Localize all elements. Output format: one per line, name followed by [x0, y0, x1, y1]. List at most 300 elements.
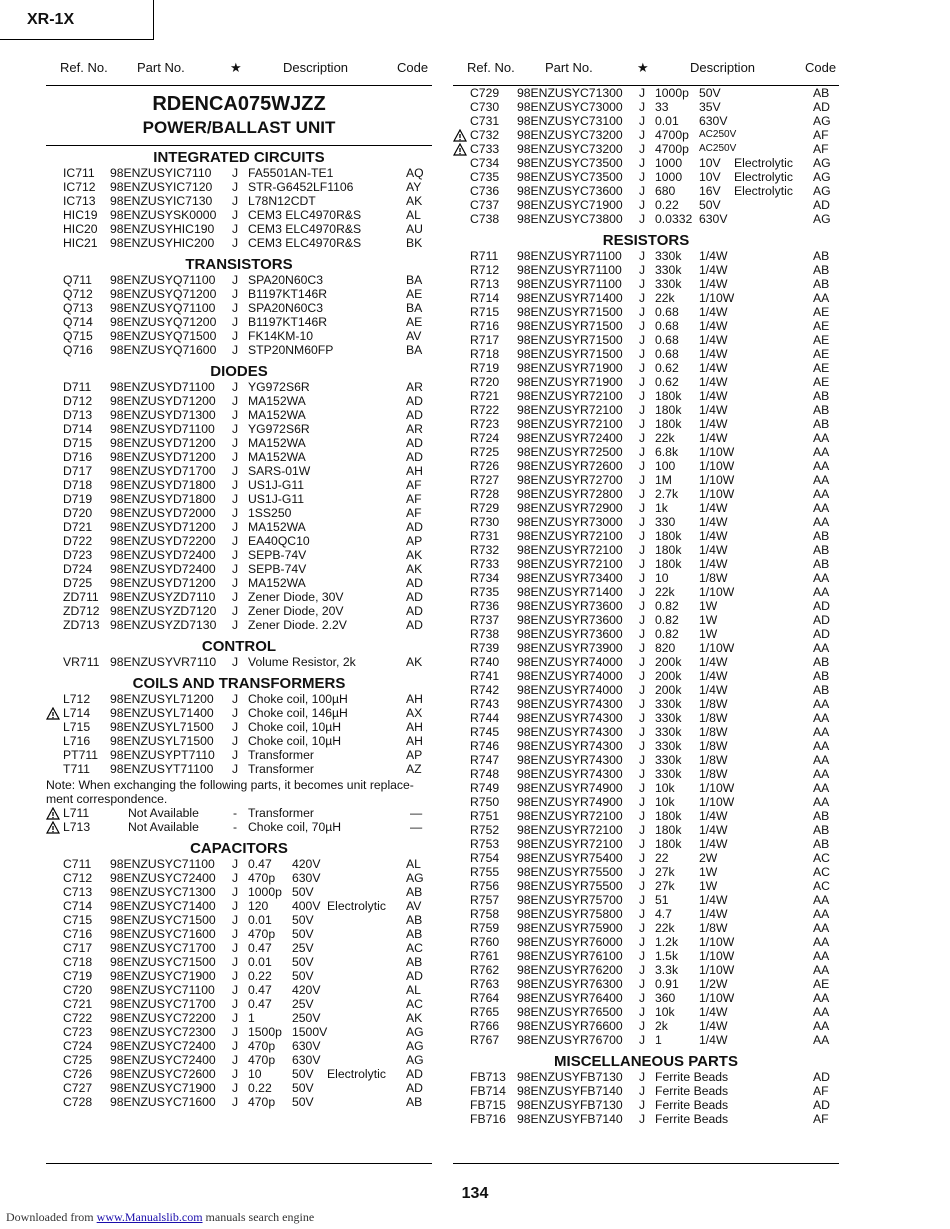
- price-code: BK: [406, 236, 423, 250]
- description: 0.82: [655, 599, 679, 613]
- part-no: 98ENZUSYC72400: [110, 871, 216, 885]
- part-row: [46, 618, 432, 632]
- rank-mark: J: [639, 1019, 646, 1033]
- description: 4700p: [655, 128, 689, 142]
- price-code: AA: [813, 767, 830, 781]
- part-row: [46, 576, 432, 590]
- ref-no: C720: [63, 983, 93, 997]
- ref-no: IC713: [63, 194, 96, 208]
- rank-mark: J: [232, 955, 239, 969]
- ref-no: R767: [470, 1033, 500, 1047]
- part-no: 98ENZUSYR74300: [517, 767, 623, 781]
- ref-no: R721: [470, 389, 500, 403]
- ref-no: R723: [470, 417, 500, 431]
- part-no: 98ENZUSYR72600: [517, 459, 623, 473]
- part-no: 98ENZUSYT71100: [110, 762, 214, 776]
- rank-mark: J: [639, 305, 646, 319]
- description-type: Electrolytic: [734, 184, 793, 198]
- price-code: AL: [406, 208, 421, 222]
- ref-no: R765: [470, 1005, 500, 1019]
- rank-mark: J: [639, 879, 646, 893]
- description: 1500p: [248, 1025, 282, 1039]
- part-no: 98ENZUSYD71300: [110, 408, 216, 422]
- part-no: 98ENZUSYVR7110: [110, 655, 217, 669]
- rank-mark: J: [232, 1095, 239, 1109]
- rank-mark: J: [232, 492, 239, 506]
- part-row: [46, 820, 432, 834]
- part-no: 98ENZUSYC73200: [517, 128, 623, 142]
- part-row: [453, 170, 839, 184]
- ref-no: R746: [470, 739, 500, 753]
- rank-mark: J: [639, 417, 646, 431]
- rank-mark: J: [232, 576, 239, 590]
- rank-mark: J: [232, 983, 239, 997]
- ref-no: R759: [470, 921, 500, 935]
- price-code: AD: [813, 1098, 830, 1112]
- rank-mark: J: [639, 697, 646, 711]
- description-rating: 1/4W: [699, 809, 728, 823]
- part-row: [453, 361, 839, 375]
- description: 0.47: [248, 983, 272, 997]
- part-no: 98ENZUSYR71500: [517, 305, 623, 319]
- part-row: [453, 291, 839, 305]
- part-row: [46, 236, 432, 250]
- price-code: AG: [406, 1053, 424, 1067]
- price-code: AD: [406, 394, 423, 408]
- rank-mark: J: [639, 753, 646, 767]
- ref-no: D717: [63, 464, 93, 478]
- rank-mark: J: [232, 720, 239, 734]
- description-type: Electrolytic: [327, 899, 386, 913]
- part-row: [453, 198, 839, 212]
- part-no: Not Available: [128, 806, 199, 820]
- part-no: 98ENZUSYC72400: [110, 1053, 216, 1067]
- rank-mark: J: [639, 347, 646, 361]
- rank-mark: J: [639, 977, 646, 991]
- part-row: [46, 422, 432, 436]
- description-rating: 1/4W: [699, 515, 728, 529]
- ref-no: R749: [470, 781, 500, 795]
- price-code: AC: [813, 851, 830, 865]
- price-code: AB: [813, 557, 830, 571]
- part-no: 98ENZUSYC73000: [517, 100, 623, 114]
- price-code: AF: [813, 128, 829, 142]
- part-row: [46, 1053, 432, 1067]
- price-code: AR: [406, 380, 423, 394]
- price-code: AD: [406, 1081, 423, 1095]
- description-rating: 1/8W: [699, 725, 728, 739]
- ref-no: C724: [63, 1039, 93, 1053]
- part-row: [453, 1005, 839, 1019]
- ref-no: R737: [470, 613, 500, 627]
- description: Zener Diode, 30V: [248, 590, 344, 604]
- description: 27k: [655, 879, 675, 893]
- part-no: 98ENZUSYC73100: [517, 114, 623, 128]
- part-no: 98ENZUSYIC7120: [110, 180, 213, 194]
- ref-no: D712: [63, 394, 93, 408]
- description-rating: 1/4W: [699, 501, 728, 515]
- price-code: AE: [406, 287, 423, 301]
- rank-mark: J: [639, 319, 646, 333]
- part-no: 98ENZUSYFB7130: [517, 1070, 623, 1084]
- ref-no: R739: [470, 641, 500, 655]
- description: 680: [655, 184, 676, 198]
- part-no: 98ENZUSYZD7120: [110, 604, 217, 618]
- part-no: 98ENZUSYC73800: [517, 212, 623, 226]
- description-rating: 1/4W: [699, 263, 728, 277]
- part-row: [453, 347, 839, 361]
- part-row: [453, 529, 839, 543]
- description: 0.68: [655, 347, 679, 361]
- part-row: [46, 329, 432, 343]
- price-code: AV: [406, 899, 422, 913]
- left-column: [46, 60, 432, 1109]
- rank-mark: J: [639, 375, 646, 389]
- part-no: 98ENZUSYC73500: [517, 170, 623, 184]
- price-code: AD: [813, 100, 830, 114]
- rank-mark: J: [232, 450, 239, 464]
- description-rating: 630V: [699, 114, 728, 128]
- rank-mark: J: [639, 501, 646, 515]
- part-row: [453, 487, 839, 501]
- description: 470p: [248, 1039, 276, 1053]
- part-no: 98ENZUSYHIC190: [110, 222, 215, 236]
- description: Choke coil, 10µH: [248, 734, 342, 748]
- description: 470p: [248, 1053, 276, 1067]
- part-no: 98ENZUSYR74300: [517, 711, 623, 725]
- rank-mark: J: [232, 380, 239, 394]
- section-title: CAPACITORS: [190, 840, 288, 857]
- part-row: [46, 871, 432, 885]
- part-no: 98ENZUSYR74300: [517, 697, 623, 711]
- ref-no: L711: [63, 806, 90, 820]
- description-rating: 630V: [292, 871, 321, 885]
- description: 330k: [655, 277, 682, 291]
- description: CEM3 ELC4970R&S: [248, 222, 362, 236]
- part-no: 98ENZUSYR73400: [517, 571, 623, 585]
- description: US1J-G11: [248, 478, 304, 492]
- right-parts-list: [453, 86, 839, 1126]
- description-rating: 1/10W: [699, 781, 735, 795]
- price-code: AQ: [406, 166, 424, 180]
- description: 0.62: [655, 361, 679, 375]
- header-star: ★: [637, 60, 649, 75]
- part-no: 98ENZUSYD71700: [110, 464, 216, 478]
- section-title: DIODES: [210, 363, 268, 380]
- part-no: 98ENZUSYR72100: [517, 417, 623, 431]
- description-rating: 1W: [699, 865, 718, 879]
- ref-no: R734: [470, 571, 500, 585]
- description: 0.0332: [655, 212, 693, 226]
- ref-no: R763: [470, 977, 500, 991]
- rank-mark: J: [232, 315, 239, 329]
- description: 200k: [655, 655, 682, 669]
- ref-no: C715: [63, 913, 93, 927]
- part-row: [453, 501, 839, 515]
- price-code: AG: [406, 1039, 424, 1053]
- rank-mark: J: [232, 478, 239, 492]
- rank-mark: J: [639, 739, 646, 753]
- rank-mark: J: [639, 403, 646, 417]
- replacement-note: Note: When exchanging the following parts, it becomes unit replace- ment correspondence.: [46, 778, 414, 806]
- description: 0.47: [248, 941, 272, 955]
- ref-no: R712: [470, 263, 500, 277]
- part-row: [453, 1112, 839, 1126]
- ref-no: D725: [63, 576, 93, 590]
- part-row: [46, 562, 432, 576]
- part-no: 98ENZUSYL71500: [110, 720, 214, 734]
- part-row: [46, 273, 432, 287]
- model-label: XR-1X: [27, 11, 75, 28]
- ref-no: HIC19: [63, 208, 98, 222]
- description: 330: [655, 515, 676, 529]
- part-no: 98ENZUSYC71700: [110, 941, 216, 955]
- description-rating: 1/4W: [699, 333, 728, 347]
- rank-mark: J: [639, 613, 646, 627]
- part-no: 98ENZUSYR75900: [517, 921, 623, 935]
- description-rating: 1/4W: [699, 1005, 728, 1019]
- description: 0.62: [655, 375, 679, 389]
- rank-mark: J: [639, 823, 646, 837]
- price-code: AF: [406, 492, 422, 506]
- part-row: [46, 166, 432, 180]
- description: Ferrite Beads: [655, 1098, 729, 1112]
- price-code: AC: [406, 997, 423, 1011]
- part-row: [453, 114, 839, 128]
- description: 0.01: [248, 955, 272, 969]
- price-code: —: [410, 820, 423, 834]
- price-code: AH: [406, 720, 423, 734]
- price-code: BA: [406, 343, 423, 357]
- ref-no: T711: [63, 762, 90, 776]
- rank-mark: J: [639, 1033, 646, 1047]
- price-code: AA: [813, 487, 830, 501]
- description: EA40QC10: [248, 534, 310, 548]
- rank-mark: J: [639, 86, 646, 100]
- part-no: 98ENZUSYR74900: [517, 795, 623, 809]
- ref-no: R740: [470, 655, 500, 669]
- description: STP20NM60FP: [248, 343, 334, 357]
- part-row: [453, 725, 839, 739]
- part-row: [46, 478, 432, 492]
- ref-no: ZD711: [63, 590, 99, 604]
- description: 1000: [655, 170, 683, 184]
- column-header-row: [453, 60, 839, 80]
- description: 0.68: [655, 319, 679, 333]
- rank-mark: J: [639, 921, 646, 935]
- rank-mark: J: [232, 941, 239, 955]
- rank-mark: J: [232, 748, 239, 762]
- rank-mark: J: [232, 927, 239, 941]
- part-row: [46, 692, 432, 706]
- price-code: AD: [406, 604, 423, 618]
- part-no: 98ENZUSYC73500: [517, 156, 623, 170]
- part-row: [453, 753, 839, 767]
- ref-no: Q715: [63, 329, 93, 343]
- ref-no: R741: [470, 669, 500, 683]
- part-row: [453, 837, 839, 851]
- part-no: 98ENZUSYD72400: [110, 562, 216, 576]
- part-no: 98ENZUSYR73600: [517, 613, 623, 627]
- price-code: AB: [406, 955, 423, 969]
- part-row: [46, 492, 432, 506]
- price-code: AF: [813, 1112, 829, 1126]
- part-no: 98ENZUSYR76100: [517, 949, 623, 963]
- section-title: INTEGRATED CIRCUITS: [153, 149, 325, 166]
- part-row: [453, 263, 839, 277]
- rank-mark: J: [232, 208, 239, 222]
- rank-mark: J: [639, 529, 646, 543]
- part-no: 98ENZUSYR76400: [517, 991, 623, 1005]
- description: 0.68: [655, 305, 679, 319]
- price-code: AG: [813, 170, 831, 184]
- description-rating: 1/8W: [699, 697, 728, 711]
- price-code: AR: [406, 422, 423, 436]
- part-no: 98ENZUSYC71100: [110, 983, 215, 997]
- ref-no: Q713: [63, 301, 93, 315]
- part-row: [453, 1084, 839, 1098]
- part-no: 98ENZUSYC71100: [110, 857, 215, 871]
- description: CEM3 ELC4970R&S: [248, 208, 362, 222]
- ref-no: R717: [470, 333, 500, 347]
- price-code: AV: [406, 329, 422, 343]
- description-rating: 1W: [699, 599, 718, 613]
- description: MA152WA: [248, 520, 306, 534]
- price-code: AG: [406, 871, 424, 885]
- part-no: 98ENZUSYZD7130: [110, 618, 217, 632]
- rank-mark: J: [232, 969, 239, 983]
- part-no: 98ENZUSYR71500: [517, 333, 623, 347]
- description: 1000p: [655, 86, 689, 100]
- part-no: 98ENZUSYC71700: [110, 997, 216, 1011]
- part-row: [46, 899, 432, 913]
- ref-no: R715: [470, 305, 500, 319]
- right-column: [453, 60, 839, 1126]
- part-no: 98ENZUSYC71300: [517, 86, 623, 100]
- description: Ferrite Beads: [655, 1070, 729, 1084]
- rank-mark: J: [232, 408, 239, 422]
- part-row: [46, 464, 432, 478]
- price-code: AD: [813, 198, 830, 212]
- footer-prefix: Downloaded from: [6, 1210, 97, 1224]
- ref-no: R724: [470, 431, 500, 445]
- price-code: AE: [813, 977, 830, 991]
- price-code: AZ: [406, 762, 422, 776]
- description-rating: 25V: [292, 941, 314, 955]
- part-row: [46, 604, 432, 618]
- description: Ferrite Beads: [655, 1112, 729, 1126]
- rank-mark: J: [232, 604, 239, 618]
- section-title: COILS AND TRANSFORMERS: [132, 675, 346, 692]
- price-code: AA: [813, 711, 830, 725]
- rank-mark: J: [639, 487, 646, 501]
- description: 0.22: [655, 198, 679, 212]
- price-code: AA: [813, 641, 830, 655]
- part-no: 98ENZUSYC71600: [110, 1095, 216, 1109]
- part-row: [453, 977, 839, 991]
- safety-warning-icon: [46, 821, 60, 836]
- ref-no: IC712: [63, 180, 96, 194]
- rank-mark: J: [232, 394, 239, 408]
- description-rating: 1/8W: [699, 767, 728, 781]
- part-no: 98ENZUSYR75400: [517, 851, 623, 865]
- part-no: 98ENZUSYR74300: [517, 753, 623, 767]
- description-rating: 1/8W: [699, 739, 728, 753]
- part-row: [453, 1098, 839, 1112]
- part-no: 98ENZUSYSK0000: [110, 208, 217, 222]
- rank-mark: J: [639, 655, 646, 669]
- ref-no: R720: [470, 375, 500, 389]
- ref-no: R745: [470, 725, 500, 739]
- ref-no: L712: [63, 692, 91, 706]
- part-row: [46, 983, 432, 997]
- rank-mark: J: [232, 692, 239, 706]
- manualslib-link[interactable]: www.Manualslib.com: [96, 1210, 203, 1224]
- price-code: AB: [813, 823, 830, 837]
- ref-no: ZD712: [63, 604, 100, 618]
- price-code: AA: [813, 725, 830, 739]
- description: 1.2k: [655, 935, 679, 949]
- ref-no: R753: [470, 837, 500, 851]
- part-row: [46, 506, 432, 520]
- rank-mark: J: [639, 1098, 646, 1112]
- description-rating: 1/10W: [699, 585, 735, 599]
- description: 27k: [655, 865, 675, 879]
- description-rating: 1/4W: [699, 1033, 728, 1047]
- ref-no: FB714: [470, 1084, 506, 1098]
- right-bottom-rule: [453, 1163, 839, 1164]
- part-no: 98ENZUSYR75500: [517, 865, 623, 879]
- ref-no: C717: [63, 941, 93, 955]
- part-row: [46, 520, 432, 534]
- description: SPA20N60C3: [248, 301, 323, 315]
- description: 10: [248, 1067, 262, 1081]
- rank-mark: J: [232, 194, 239, 208]
- part-no: 98ENZUSYC71900: [517, 198, 623, 212]
- rank-mark: J: [232, 1081, 239, 1095]
- price-code: AA: [813, 473, 830, 487]
- ref-no: R713: [470, 277, 500, 291]
- rank-mark: J: [232, 1025, 239, 1039]
- part-row: [46, 394, 432, 408]
- ref-no: C730: [470, 100, 500, 114]
- part-row: [453, 156, 839, 170]
- description: Transformer: [248, 806, 314, 820]
- ref-no: D721: [63, 520, 93, 534]
- rank-mark: J: [639, 445, 646, 459]
- rank-mark: J: [639, 170, 646, 184]
- rank-mark: J: [639, 893, 646, 907]
- ref-no: HIC20: [63, 222, 98, 236]
- ref-no: D713: [63, 408, 93, 422]
- ref-no: C726: [63, 1067, 93, 1081]
- part-row: [46, 748, 432, 762]
- description: SARS-01W: [248, 464, 311, 478]
- ref-no: R728: [470, 487, 500, 501]
- part-no: 98ENZUSYC71900: [110, 1081, 216, 1095]
- part-row: [46, 534, 432, 548]
- description-rating: 1/4W: [699, 1019, 728, 1033]
- price-code: AC: [813, 865, 830, 879]
- part-row: [453, 1019, 839, 1033]
- ref-no: R747: [470, 753, 500, 767]
- description-rating: 420V: [292, 857, 321, 871]
- price-code: AD: [406, 618, 423, 632]
- ref-no: C737: [470, 198, 500, 212]
- description: Ferrite Beads: [655, 1084, 729, 1098]
- rank-mark: J: [232, 618, 239, 632]
- part-row: [453, 711, 839, 725]
